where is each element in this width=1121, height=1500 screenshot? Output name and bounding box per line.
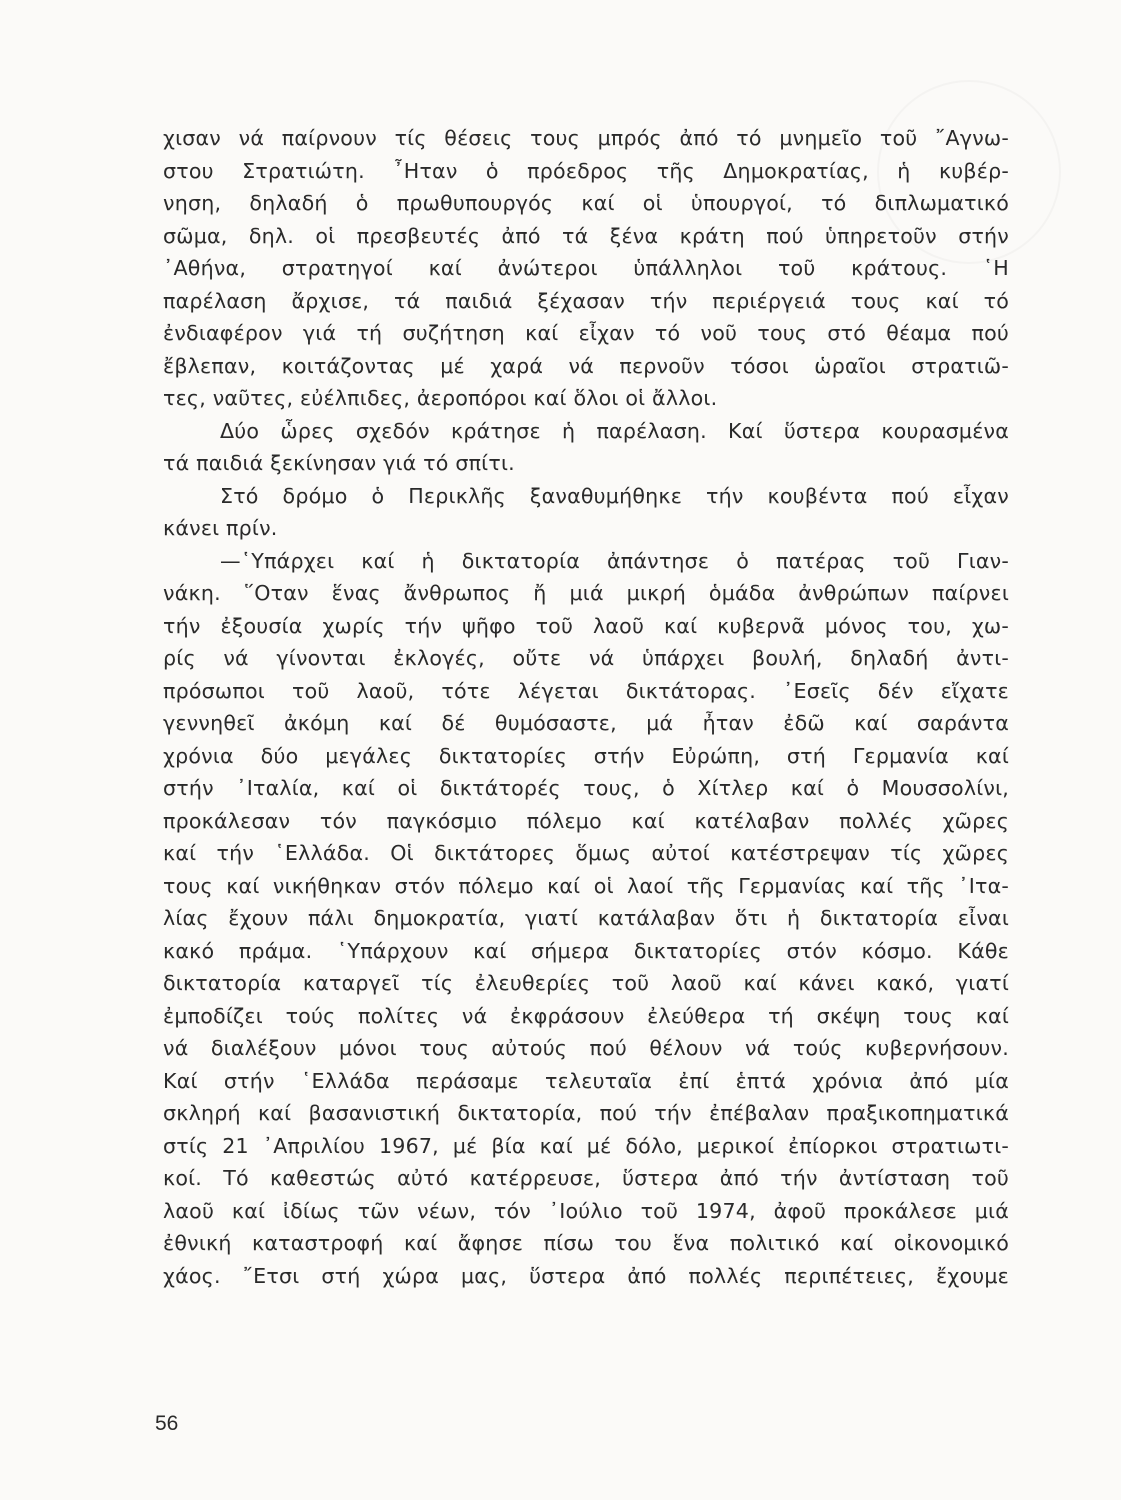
text-line: σκληρή καί βασανιστική δικτατορία, πού τήν ἐπέβαλαν πραξικοπηματικά [163,1101,1009,1125]
text-line: στίς 21 ᾿Απριλίου 1967, μέ βία καί μέ δόλο, μερικοί ἐπίορκοι στρατιωτι- [163,1133,1009,1158]
text-line: τους καί νικήθηκαν στόν πόλεμο καί οἱ λαοί τῆς Γερμανίας καί τῆς ᾿Ιτα- [163,873,1009,898]
text-line: τες, ναῦτες, εὐέλπιδες, ἀεροπόροι καί ὅλοι οἱ ἄλλοι. [163,386,718,410]
text-line: δικτατορία καταργεῖ τίς ἐλευθερίες τοῦ λαοῦ καί κάνει κακό, γιατί [163,971,1009,995]
text-line: χισαν νά παίρνουν τίς θέσεις τους μπρός ἀπό τό μνημεῖο τοῦ ῎Αγνω- [163,126,1009,150]
text-line: στου Στρατιώτη. ῏Ηταν ὁ πρόεδρος τῆς Δημοκρατίας, ἡ κυβέρ- [163,158,1009,183]
text-line: Δύο ὧρες σχεδόν κράτησε ἡ παρέλαση. Καί ὕστερα κουρασμένα [220,418,1009,443]
text-line: τήν ἐξουσία χωρίς τήν ψῆφο τοῦ λαοῦ καί κυβερνᾶ μόνος του, χω- [163,613,1009,638]
text-line: στήν ᾿Ιταλία, καί οἱ δικτάτορές τους, ὁ Χίτλερ καί ὁ Μουσσολίνι, [163,776,1009,800]
text-line: προκάλεσαν τόν παγκόσμιο πόλεμο καί κατέλαβαν πολλές χῶρες [163,808,1009,833]
text-line: Καί στήν ῾Ελλάδα περάσαμε τελευταῖα ἐπί ἑπτά χρόνια ἀπό μία [163,1068,1009,1093]
text-line: τά παιδιά ξεκίνησαν γιά τό σπίτι. [163,451,515,475]
text-line: κάνει πρίν. [163,516,278,540]
text-line: ἔβλεπαν, κοιτάζοντας μέ χαρά νά περνοῦν τόσοι ὡραῖοι στρατιῶ- [163,353,1009,378]
text-line: καί τήν ῾Ελλάδα. Οἱ δικτάτορες ὅμως αὐτοί κατέστρεψαν τίς χῶρες [163,841,1009,865]
text-line: νά διαλέξουν μόνοι τους αὐτούς πού θέλουν νά τούς κυβερνήσουν. [163,1036,1009,1060]
text-line: λίας ἔχουν πάλι δημοκρατία, γιατί κατάλαβαν ὅτι ἡ δικτατορία εἶναι [163,906,1009,930]
text-line: νάκη. ῞Οταν ἕνας ἄνθρωπος ἤ μιά μικρή ὁμάδα ἀνθρώπων παίρνει [163,581,1009,605]
text-line: σῶμα, δηλ. οἱ πρεσβευτές ἀπό τά ξένα κράτη πού ὑπηρετοῦν στήν [163,223,1009,248]
text-line: γεννηθεῖ ἀκόμη καί δέ θυμόσαστε, μά ἦταν ἐδῶ καί σαράντα [163,711,1009,735]
text-line: ρίς νά γίνονται ἐκλογές, οὔτε νά ὑπάρχει βουλή, δηλαδή ἀντι- [163,646,1009,670]
text-line: ἐνδιαφέρον γιά τή συζήτηση καί εἶχαν τό νοῦ τους στό θέαμα πού [163,321,1009,345]
text-line: πρόσωποι τοῦ λαοῦ, τότε λέγεται δικτάτορας. ᾿Εσεῖς δέν εἴχατε [163,678,1009,703]
text-line: χρόνια δύο μεγάλες δικτατορίες στήν Εὐρώπη, στή Γερμανία καί [163,743,1009,768]
page-number: 56 [155,1412,179,1435]
body-text [163,122,1009,1292]
text-line: ἐμποδίζει τούς πολίτες νά ἐκφράσουν ἐλεύθερα τή σκέψη τους καί [163,1003,1009,1028]
text-line: νηση, δηλαδή ὁ πρωθυπουργός καί οἱ ὑπουργοί, τό διπλωματικό [163,191,1009,215]
text-line: ᾿Αθήνα, στρατηγοί καί ἀνώτεροι ὑπάλληλοι τοῦ κράτους. ῾Η [163,256,1009,280]
text-line: —῾Υπάρχει καί ἡ δικτατορία ἀπάντησε ὁ πατέρας τοῦ Γιαν- [220,548,1009,573]
text-line: Στό δρόμο ὁ Περικλῆς ξαναθυμήθηκε τήν κουβέντα πού εἶχαν [220,483,1009,508]
text-line: λαοῦ καί ἰδίως τῶν νέων, τόν ᾿Ιούλιο τοῦ 1974, ἀφοῦ προκάλεσε μιά [163,1198,1009,1223]
text-line: παρέλαση ἄρχισε, τά παιδιά ξέχασαν τήν περιέργειά τους καί τό [163,288,1009,313]
text-line: κακό πράμα. ῾Υπάρχουν καί σήμερα δικτατορίες στόν κόσμο. Κάθε [163,938,1009,963]
text-line: χάος. ῎Ετσι στή χώρα μας, ὕστερα ἀπό πολλές περιπέτειες, ἔχουμε [163,1263,1009,1288]
text-line: ἐθνική καταστροφή καί ἄφησε πίσω του ἕνα πολιτικό καί οἰκονομικό [163,1231,1009,1255]
text-line: κοί. Τό καθεστώς αὐτό κατέρρευσε, ὕστερα ἀπό τήν ἀντίσταση τοῦ [163,1166,1009,1190]
